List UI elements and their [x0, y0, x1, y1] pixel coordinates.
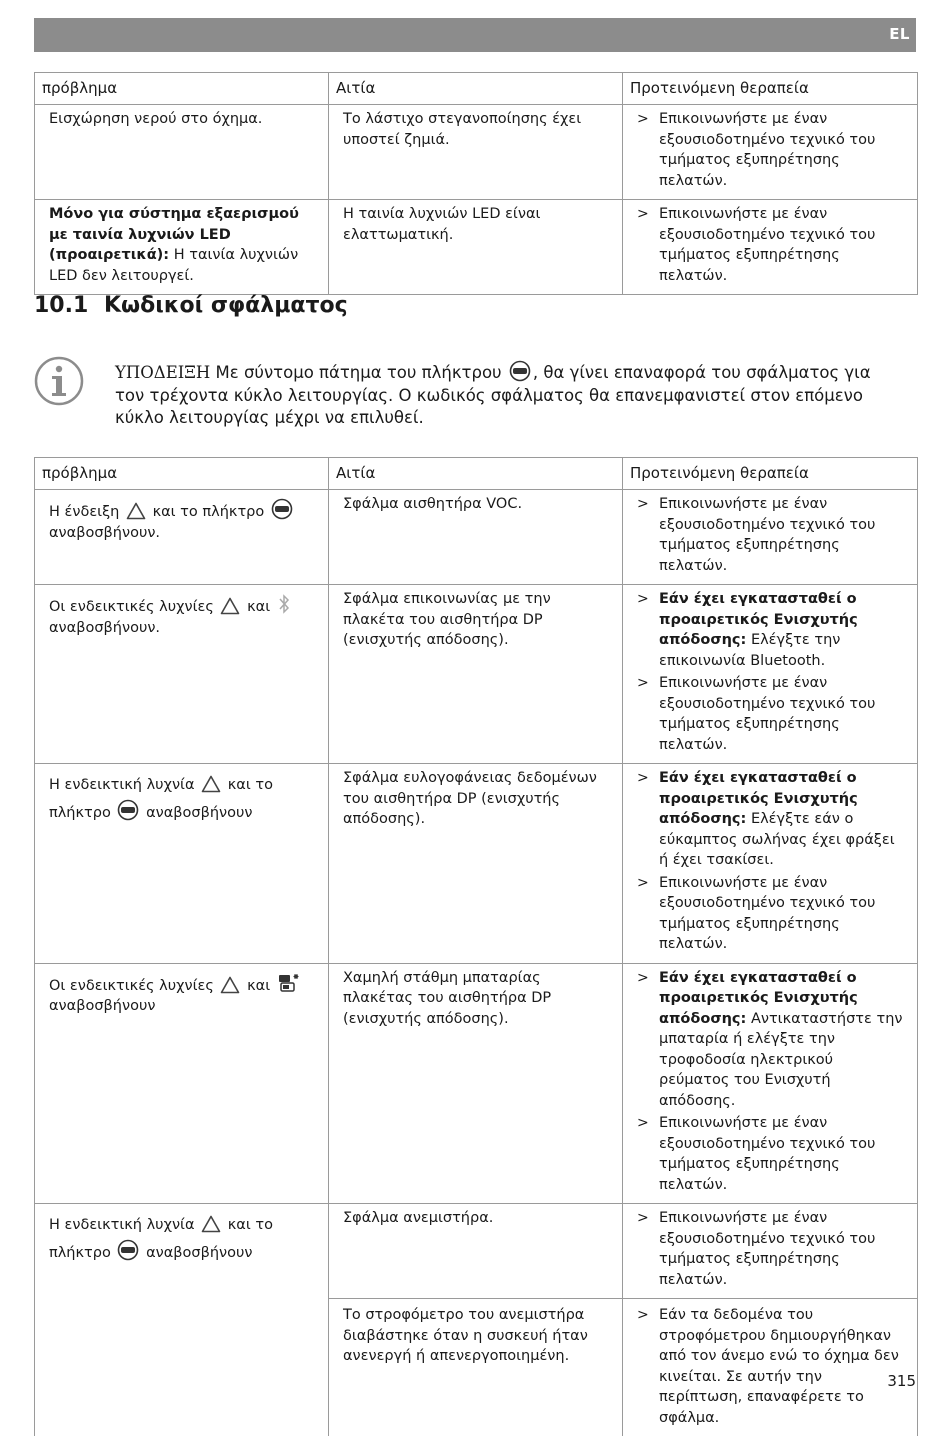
cause-cell: Η ταινία λυχνιών LED είναι ελαττωματική. — [329, 200, 623, 295]
warning-triangle-icon — [220, 976, 240, 994]
header-remedy: Προτεινόμενη θεραπεία — [623, 73, 918, 105]
table-row — [35, 200, 918, 295]
mode-button-icon — [117, 799, 139, 821]
remedy-bold-text: Εάν έχει εγκατασταθεί ο προαιρετικός Ενισχυτής απόδοσης: — [659, 770, 858, 827]
section-heading — [34, 293, 348, 318]
header-problem: πρόβλημα — [35, 73, 329, 105]
problem-cell — [35, 490, 329, 585]
remedy-cell — [623, 200, 918, 295]
problem-cell: Εισχώρηση νερού στο όχημα. — [35, 105, 329, 200]
header-problem: πρόβλημα — [35, 458, 329, 490]
remedy-text: Ελέγξτε εάν ο εύκαμπτος σωλήνας έχει φράξει ή έχει τσακίσει. — [659, 811, 895, 868]
remedy-cell — [623, 1204, 918, 1299]
problem-text: Η ενδεικτική λυχνία — [49, 1217, 195, 1233]
remedy-bold-text: Εάν έχει εγκατασταθεί ο προαιρετικός Ενισχυτής απόδοσης: — [659, 970, 858, 1027]
header-cause: Αιτία — [329, 73, 623, 105]
table-row — [35, 105, 918, 200]
battery-sensor-icon — [277, 972, 301, 994]
remedy-cell — [623, 1299, 918, 1436]
remedy-item: > Επικοινωνήστε με έναν εξουσιοδοτημένο τεχνικό του τμήματος εξυπηρέτησης πελατών. — [637, 494, 903, 576]
remedy-item — [637, 768, 903, 871]
cause-cell: Το λάστιχο στεγανοποίησης έχει υποστεί ζημιά. — [329, 105, 623, 200]
table-row — [35, 1204, 918, 1299]
table-row — [35, 585, 918, 764]
problem-bold-text: Μόνο για σύστημα εξαερισμού με ταινία λυχνιών LED (προαιρετικά): — [49, 206, 299, 263]
problem-text: Η ταινία λυχνιών LED δεν λειτουργεί. — [49, 247, 298, 284]
problem-text: αναβοσβήνουν. — [49, 620, 160, 636]
mode-button-icon — [509, 360, 531, 382]
problem-text: και — [247, 978, 270, 994]
warning-triangle-icon — [220, 597, 240, 615]
remedy-item: > Επικοινωνήστε με έναν εξουσιοδοτημένο τεχνικό του τμήματος εξυπηρέτησης πελατών. — [637, 204, 903, 286]
problem-text: Οι ενδεικτικές λυχνίες — [49, 599, 214, 615]
problem-text: αναβοσβήνουν — [146, 1245, 252, 1261]
problem-text: και το πλήκτρο — [153, 504, 265, 520]
remedy-text: Αντικαταστήστε την μπαταρία ή ελέγξτε την τροφοδοσία ηλεκτρικού ρεύματος του Ενισχυτή απόδοσης. — [659, 1011, 902, 1109]
section-title: Κωδικοί σφάλματος — [104, 293, 348, 318]
problem-text: αναβοσβήνουν. — [49, 525, 160, 541]
problem-text: και — [247, 599, 270, 615]
cause-cell: Σφάλμα επικοινωνίας με την πλακέτα του αισθητήρα DP (ενισχυτής απόδοσης). — [329, 585, 623, 764]
note-label: ΥΠΟΔΕΙΞΗ — [115, 363, 210, 382]
page-number: 315 — [887, 1372, 916, 1390]
remedy-item: > Επικοινωνήστε με έναν εξουσιοδοτημένο τεχνικό του τμήματος εξυπηρέτησης πελατών. — [637, 1208, 903, 1290]
troubleshooting-table-1 — [34, 72, 918, 295]
header-bar — [34, 18, 916, 52]
remedy-cell — [623, 963, 918, 1204]
problem-text: Η ενδεικτική λυχνία — [49, 777, 195, 793]
remedy-item — [637, 968, 903, 1112]
header-remedy: Προτεινόμενη θεραπεία — [623, 458, 918, 490]
info-icon — [34, 356, 84, 406]
problem-text: Η ένδειξη — [49, 504, 119, 520]
remedy-text: Ελέγξτε την επικοινωνία Bluetooth. — [659, 632, 840, 669]
problem-cell — [35, 200, 329, 295]
remedy-item: > Επικοινωνήστε με έναν εξουσιοδοτημένο τεχνικό του τμήματος εξυπηρέτησης πελατών. — [637, 673, 903, 755]
cause-cell: Χαμηλή στάθμη μπαταρίας πλακέτας του αισθητήρα DP (ενισχυτής απόδοσης). — [329, 963, 623, 1204]
language-badge: EL — [889, 25, 910, 43]
problem-text: αναβοσβήνουν — [49, 998, 155, 1014]
problem-text: και το πλήκτρο — [49, 1217, 273, 1261]
cause-cell: Σφάλμα ευλογοφάνειας δεδομένων του αισθητήρα DP (ενισχυτής απόδοσης). — [329, 764, 623, 964]
remedy-cell — [623, 490, 918, 585]
remedy-item: > Επικοινωνήστε με έναν εξουσιοδοτημένο τεχνικό του τμήματος εξυπηρέτησης πελατών. — [637, 873, 903, 955]
error-code-table — [34, 457, 918, 1436]
warning-triangle-icon — [126, 502, 146, 520]
header-cause: Αιτία — [329, 458, 623, 490]
remedy-item: > Επικοινωνήστε με έναν εξουσιοδοτημένο τεχνικό του τμήματος εξυπηρέτησης πελατών. — [637, 1113, 903, 1195]
warning-triangle-icon — [201, 1215, 221, 1233]
problem-cell — [35, 764, 329, 964]
problem-cell — [35, 1204, 329, 1436]
cause-cell: Το στροφόμετρο του ανεμιστήρα διαβάστηκε όταν η συσκευή ήταν ανενεργή ή απενεργοποιημένη. — [329, 1299, 623, 1436]
table-row — [35, 963, 918, 1204]
table-row — [35, 490, 918, 585]
cause-cell: Σφάλμα ανεμιστήρα. — [329, 1204, 623, 1299]
table-row — [35, 764, 918, 964]
remedy-item — [637, 589, 903, 671]
problem-text: αναβοσβήνουν — [146, 805, 252, 821]
mode-button-icon — [271, 498, 293, 520]
remedy-cell — [623, 105, 918, 200]
remedy-bold-text: Εάν έχει εγκατασταθεί ο προαιρετικός Ενισχυτής απόδοσης: — [659, 591, 858, 648]
cause-cell: Σφάλμα αισθητήρα VOC. — [329, 490, 623, 585]
note-text — [115, 360, 905, 430]
bluetooth-icon — [277, 593, 291, 615]
section-number: 10.1 — [34, 293, 104, 318]
remedy-item: > Επικοινωνήστε με έναν εξουσιοδοτημένο τεχνικό του τμήματος εξυπηρέτησης πελατών. — [637, 109, 903, 191]
mode-button-icon — [117, 1239, 139, 1261]
remedy-item: > Εάν τα δεδομένα του στροφόμετρου δημιουργήθηκαν από τον άνεμο ενώ το όχημα δεν κινείται. Σε αυτήν την περίπτωση, επαναφέρετε το σφάλμα. — [637, 1305, 903, 1428]
remedy-cell — [623, 585, 918, 764]
warning-triangle-icon — [201, 775, 221, 793]
problem-text: και το πλήκτρο — [49, 777, 273, 821]
problem-cell — [35, 585, 329, 764]
remedy-cell — [623, 764, 918, 964]
problem-text: Οι ενδεικτικές λυχνίες — [49, 978, 214, 994]
problem-cell — [35, 963, 329, 1204]
note-text-a: Με σύντομο πάτημα του πλήκτρου — [216, 363, 502, 382]
note-text-b: , θα γίνει επαναφορά του σφάλματος για τον τρέχοντα κύκλο λειτουργίας. Ο κωδικός σφάλματος θα επανεμφανιστεί στον επόμενο κύκλο λειτουργίας μέχρι να επιλυθεί. — [115, 363, 871, 427]
